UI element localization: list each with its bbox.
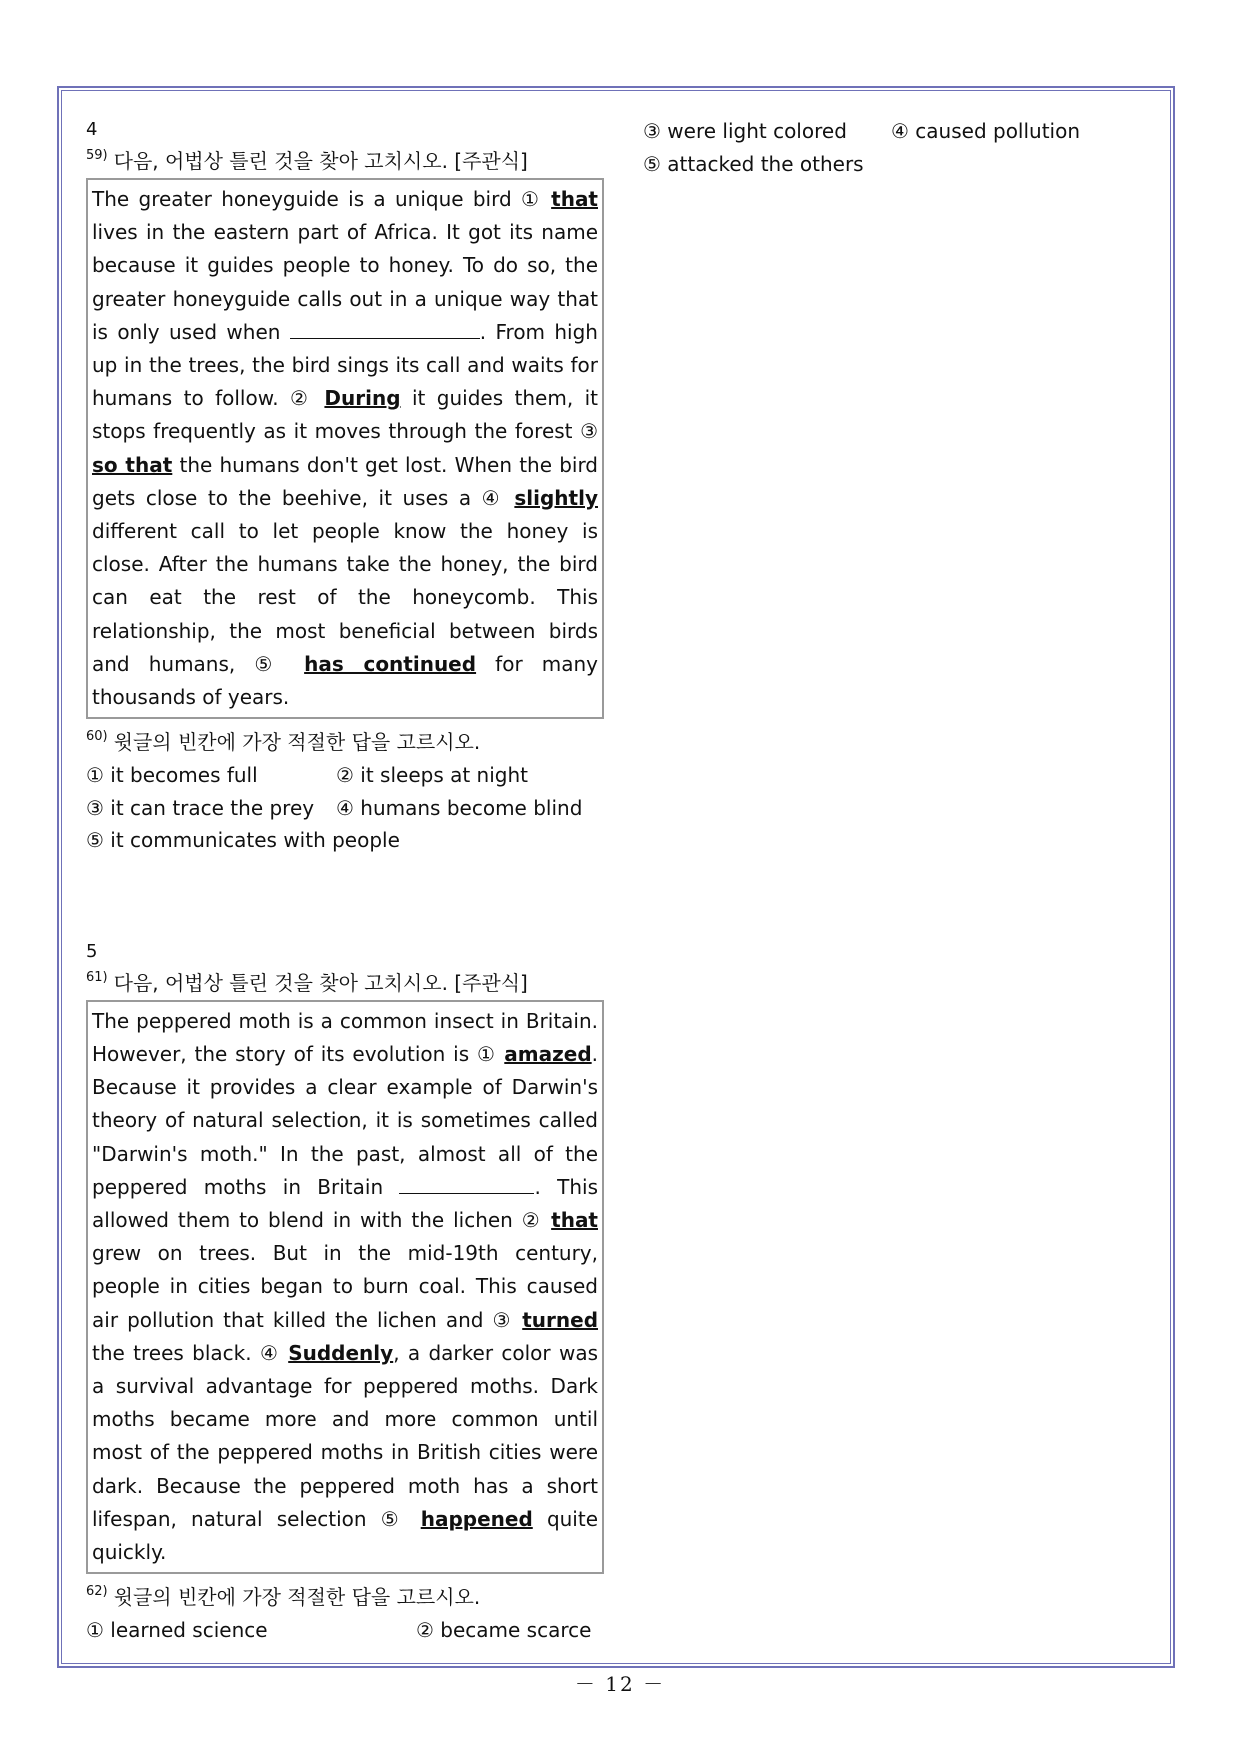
choice-marker-1: ① — [477, 1041, 497, 1066]
choice-marker-3: ③ — [492, 1307, 514, 1332]
question-62-options — [86, 1614, 604, 1647]
option-60-4[interactable]: ④ humans become blind — [336, 795, 583, 820]
choice-marker-5: ⑤ — [380, 1506, 407, 1531]
choice-marker-4: ④ — [259, 1340, 280, 1365]
underlined-choice-3: so that — [92, 452, 173, 477]
left-column — [86, 115, 604, 1647]
underlined-choice-2: During — [324, 386, 401, 411]
passage-text: . Because it provides a clear example of Darwin's theory of natural selection, it is sometimes called "Darwin's moth." In the past, almost all of the peppered moths in Britain — [92, 1041, 599, 1199]
passage-text: the trees black. — [92, 1340, 260, 1365]
passage-peppered-moth — [86, 1000, 604, 1574]
section-number-4: 4 — [86, 119, 98, 140]
passage-text: it guides them, it stops frequently as it moves through the forest — [92, 386, 598, 444]
option-62-4[interactable]: ④ caused pollution — [891, 119, 1081, 143]
option-60-3[interactable]: ③ it can trace the prey — [86, 795, 315, 820]
question-60 — [86, 726, 604, 759]
underlined-choice-4: Suddenly — [288, 1340, 394, 1365]
question-62-number: 62) — [86, 1584, 108, 1600]
option-62-3[interactable]: ③ were light colored — [643, 119, 847, 143]
choice-marker-2: ② — [290, 386, 313, 411]
underlined-choice-1: amazed — [504, 1041, 592, 1066]
passage-honeyguide — [86, 178, 604, 719]
option-62-1[interactable]: ① learned science — [86, 1618, 268, 1643]
choice-marker-5: ⑤ — [254, 651, 286, 676]
answer-blank — [290, 320, 480, 339]
passage-text: different call to let people know the honey is close. After the humans take the honey, the bird can eat the rest of the honeycomb. This relationship, the most beneficial between birds and humans, — [92, 519, 598, 676]
option-60-2[interactable]: ② it sleeps at night — [336, 763, 529, 788]
question-61-number: 61) — [86, 969, 108, 985]
right-column — [643, 115, 1143, 180]
underlined-choice-1: that — [551, 187, 598, 211]
underlined-choice-5: has continued — [304, 651, 477, 676]
choice-marker-3: ③ — [580, 419, 598, 444]
option-62-5[interactable]: ⑤ attacked the others — [643, 151, 864, 176]
page-number: － 12 － — [574, 1672, 666, 1696]
question-62-options-continued — [643, 115, 1143, 180]
passage-text: The peppered moth is a common insect in Britain. However, the story of its evolution is — [92, 1008, 598, 1066]
passage-text: for many thousands of years. — [92, 651, 599, 710]
question-62-text: 윗글의 빈칸에 가장 적절한 답을 고르시오. — [113, 1585, 481, 1610]
underlined-choice-5: happened — [420, 1506, 533, 1531]
question-61-text: 다음, 어법상 틀린 것을 찾아 고치시오. [주관식] — [113, 970, 528, 995]
question-60-options — [86, 759, 604, 857]
passage-text: . From high up in the trees, the bird sings its call and waits for humans to follow. — [92, 319, 598, 411]
answer-blank — [399, 1175, 534, 1194]
question-59-number: 59) — [86, 148, 108, 163]
passage-text: the humans don't get lost. When the bird gets close to the beehive, it uses a — [92, 452, 599, 510]
underlined-choice-3: turned — [522, 1307, 599, 1332]
passage-text: grew on trees. But in the mid-19th century, people in cities began to burn coal. This caused air pollution that killed the lichen and — [92, 1241, 598, 1332]
choice-marker-4: ④ — [481, 485, 504, 510]
choice-marker-2: ② — [521, 1207, 543, 1232]
question-62 — [86, 1581, 604, 1614]
passage-text: , a darker color was a survival advantage for peppered moths. Dark moths became more and more common until most of the peppered moths in British cities were dark. Because the peppered moth has a short lifespan, natural selection — [92, 1340, 598, 1531]
option-62-2[interactable]: ② became scarce — [416, 1618, 592, 1643]
choice-marker-1: ① — [520, 187, 542, 211]
section-number-5: 5 — [86, 940, 98, 962]
underlined-choice-4: slightly — [514, 485, 598, 510]
question-60-text: 윗글의 빈칸에 가장 적절한 답을 고르시오. — [113, 730, 481, 755]
question-59 — [86, 145, 604, 178]
passage-text: The greater honeyguide is a unique bird — [92, 187, 521, 211]
passage-text: lives in the eastern part of Africa. It got its name because it guides people to honey. To do so, the greater honeyguide calls out in a unique way that is only used when — [92, 220, 598, 344]
question-59-text: 다음, 어법상 틀린 것을 찾아 고치시오. [주관식] — [113, 149, 528, 173]
question-61 — [86, 967, 604, 1000]
passage-text: quite quickly. — [92, 1506, 599, 1564]
option-60-1[interactable]: ① it becomes full — [86, 763, 258, 788]
passage-text: . This allowed them to blend in with the lichen — [92, 1174, 598, 1232]
underlined-choice-2: that — [551, 1207, 598, 1232]
option-60-5[interactable]: ⑤ it communicates with people — [86, 828, 400, 853]
question-60-number: 60) — [86, 729, 108, 745]
